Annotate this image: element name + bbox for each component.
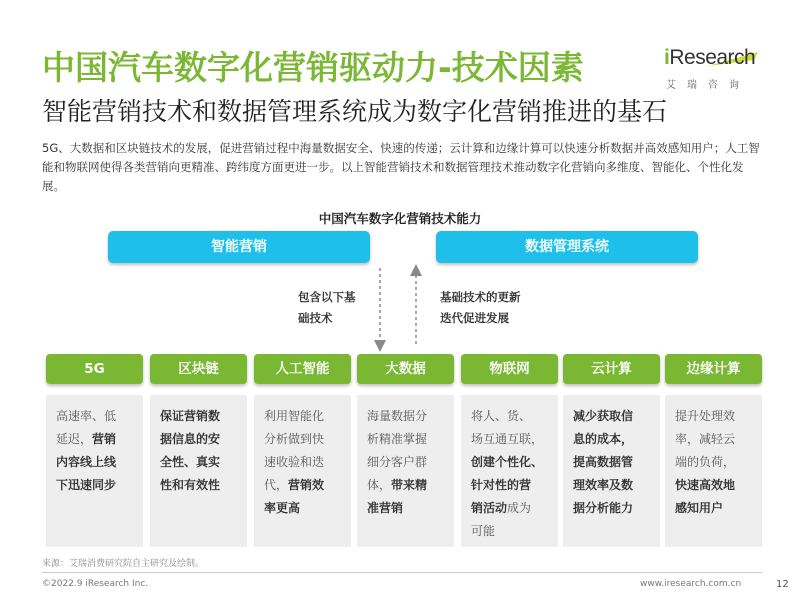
- description-line: 代，营销效: [264, 478, 325, 492]
- description-line: 率更高: [264, 501, 301, 515]
- logo-wordmark: iResearch: [664, 46, 756, 69]
- bar-data-management: 数据管理系统: [436, 231, 698, 263]
- description-line: 率，减轻云: [675, 432, 736, 446]
- description-line: 海量数据分: [367, 409, 428, 423]
- description-line: 息的成本，: [573, 432, 634, 446]
- description-line: 感知用户: [675, 501, 724, 515]
- category-description-5: [461, 395, 558, 547]
- description-line: 理效率及数: [573, 478, 634, 492]
- description-line: 据信息的安: [160, 432, 221, 446]
- category-description-6: [563, 395, 660, 547]
- description-line: 速收验和迭: [264, 455, 325, 469]
- category-6: 云计算: [563, 354, 660, 384]
- description-line: 端的负荷，: [675, 455, 736, 469]
- intro-paragraph: 5G、大数据和区块链技术的发展，促进营销过程中海量数据安全、快速的传递；云计算和边缘计算可以快速分析数据并高效感知用户；人工智能和物联网使得各类营销向更精准、跨纬度方面更进一步。以上智能营销技术和数据管理技术推动数字化营销向多维度、智能化、个性化发展。: [42, 141, 760, 193]
- description-line: 场互通互联，: [471, 432, 544, 446]
- description-line: 销活动成为: [471, 501, 532, 515]
- category-5: 物联网: [461, 354, 558, 384]
- up-arrow-label: 基础技术的更新 迭代促进发展: [440, 290, 521, 325]
- footer-divider: [42, 572, 762, 573]
- description-line: 全性、真实: [160, 455, 221, 469]
- bar-smart-marketing: 智能营销: [108, 231, 370, 263]
- description-line: 体，带来精: [367, 478, 428, 492]
- category-description-4: [357, 395, 454, 547]
- description-line: 下迅速同步: [56, 478, 117, 492]
- logo-subtext: 艾瑞咨询: [666, 80, 750, 91]
- description-line: 析精准掌握: [367, 432, 428, 446]
- description-line: 利用智能化: [264, 409, 325, 423]
- diagram-title: 中国汽车数字化营销技术能力: [318, 211, 482, 226]
- source-note: 来源：艾瑞消费研究院自主研究及绘制。: [42, 559, 205, 569]
- description-line: 分析做到快: [264, 432, 325, 446]
- description-line: 内容线上线: [56, 455, 117, 469]
- page-subtitle: 智能营销技术和数据管理系统成为数字化营销推进的基石: [42, 97, 668, 126]
- description-line: 准营销: [367, 501, 404, 515]
- description-line: 细分客户群: [367, 455, 428, 469]
- category-4: 大数据: [357, 354, 454, 384]
- description-line: 据分析能力: [573, 501, 634, 515]
- description-line: 性和有效性: [160, 478, 221, 492]
- down-arrow-label: 包含以下基 础技术: [298, 290, 356, 325]
- page-title: 中国汽车数字化营销驱动力-技术因素: [42, 48, 584, 87]
- website-url: www.iresearch.com.cn: [640, 579, 742, 589]
- category-3: 人工智能: [254, 354, 351, 384]
- description-line: 保证营销数: [160, 409, 221, 423]
- description-line: 提升处理效: [675, 409, 736, 423]
- category-description-7: [665, 395, 762, 547]
- category-description-3: [254, 395, 351, 547]
- description-line: 延迟，营销: [56, 432, 117, 446]
- copyright: ©2022.9 iResearch Inc.: [42, 579, 149, 589]
- description-line: 创建个性化、: [471, 455, 544, 469]
- category-description-2: [150, 395, 247, 547]
- description-line: 提高数据管: [573, 455, 634, 469]
- description-line: 针对性的营: [471, 478, 532, 492]
- page-number: 12: [776, 579, 789, 590]
- description-line: 将人、货、: [471, 409, 532, 423]
- category-1: 5G: [46, 354, 143, 384]
- category-7: 边缘计算: [665, 354, 762, 384]
- category-description-1: [46, 395, 143, 547]
- description-line: 快速高效地: [675, 478, 736, 492]
- description-line: 高速率、低: [56, 409, 117, 423]
- category-2: 区块链: [150, 354, 247, 384]
- description-line: 减少获取信: [573, 409, 634, 423]
- description-line: 可能: [471, 524, 496, 538]
